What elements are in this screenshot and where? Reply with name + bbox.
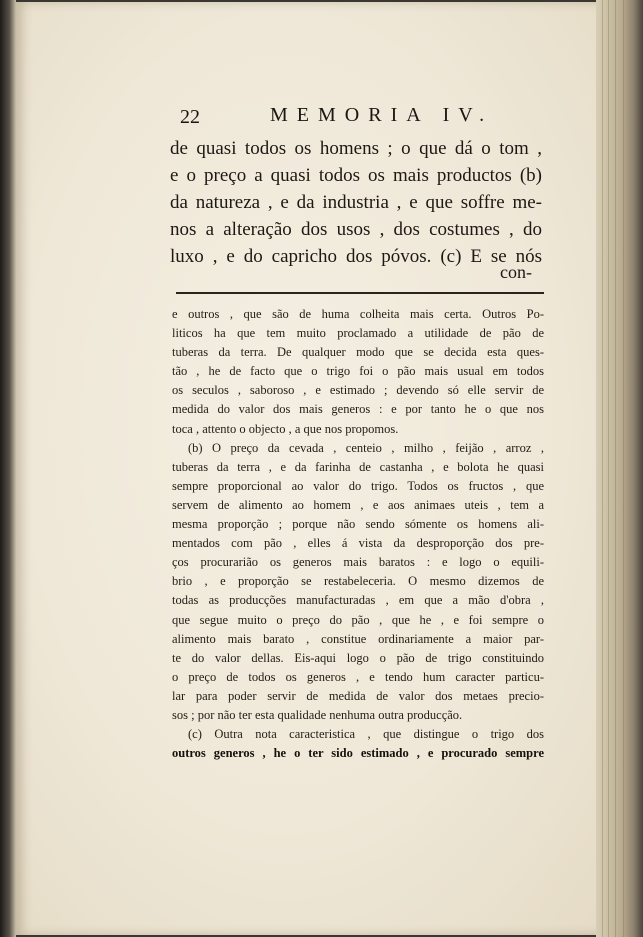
running-head — [180, 104, 540, 134]
footnote-line: sempre proporcional ao valor do trigo. Todos os fructos , que — [172, 478, 544, 493]
footnote-line: ços procurarião os generos mais baratos : e logo o equili- — [172, 555, 544, 570]
footnote-line: sos ; por não ter esta qualidade nenhuma outra producção. — [172, 707, 463, 722]
page-number: 22 — [180, 106, 200, 128]
footnote-line: toca , attento o objecto , a que nos propomos. — [172, 421, 399, 436]
footnote-rule — [176, 292, 544, 294]
footnote-line: te do valor dellas. Eis-aqui logo o pão de trigo constituindo — [172, 650, 544, 665]
footnote-line: mesma proporção ; porque não sendo sómente os homens ali- — [172, 517, 544, 532]
footnote-line: o preço de todos os generos , e tendo hum caracter particu- — [172, 669, 544, 684]
footnotes-block — [172, 305, 544, 763]
footnote-line: servem de alimento ao homem , e aos animaes uteis , tem a — [172, 497, 544, 512]
main-text-line: de quasi todos os homens ; o que dá o tom , — [170, 138, 542, 159]
facing-page-edge — [0, 0, 16, 937]
footnote-line: liticos ha que tem muito proclamado a utilidade de pão de — [172, 326, 544, 341]
page-stack-edge — [596, 0, 643, 937]
main-text-line: da natureza , e da industria , e que soffre me- — [170, 192, 542, 213]
main-text-line: nos a alteração dos usos , dos costumes , do — [170, 219, 542, 240]
running-title: MEMORIA IV. — [270, 104, 494, 126]
footnote-line: alimento mais barato , constitue ordinariamente a maior par- — [172, 631, 544, 646]
footnote-line: brio , e proporção se restabeleceria. O mesmo dizemos de — [172, 574, 544, 589]
footnote-line: tuberas da terra. De qualquer modo que se decida esta ques- — [172, 345, 544, 360]
footnote-line: lar para poder servir de medida de valor dos metaes precio- — [172, 688, 544, 703]
main-text-block — [170, 135, 542, 270]
footnote-line: e outros , que são de huma colheita mais certa. Outros Po- — [172, 307, 544, 321]
footnote-line: outros generos , he o ter sido estimado , e procurado sempre — [172, 746, 544, 761]
footnote-line: (b) O preço da cevada , centeio , milho , feijão , arroz , — [188, 440, 544, 455]
main-text-line: e o preço a quasi todos os mais productos (b) — [170, 165, 542, 186]
footnote-line: (c) Outra nota caracteristica , que distingue o trigo dos — [188, 727, 544, 742]
main-text-line: luxo , e do capricho dos póvos. (c) E se nós — [170, 246, 542, 267]
catchword: con- — [500, 262, 532, 282]
footnote-line: tuberas da terra , e da farinha de castanha , e bolota he quasi — [172, 459, 544, 474]
footnote-line: tão , he de facto que o trigo foi o pão mais usual em todos — [172, 364, 544, 379]
footnote-line: os seculos , saboroso , e estimado ; devendo só elle servir de — [172, 383, 544, 398]
footnote-line: todas as producções manufacturadas , em que a mão d'obra , — [172, 593, 544, 608]
footnote-line: medida do valor dos mais generos : e por tanto he o que nos — [172, 402, 544, 417]
footnote-line: que segue muito o preço do pão , que he , e foi sempre o — [172, 612, 544, 627]
footnote-line: mentados com pão , elles á vista da desproporção dos pre- — [172, 536, 544, 551]
